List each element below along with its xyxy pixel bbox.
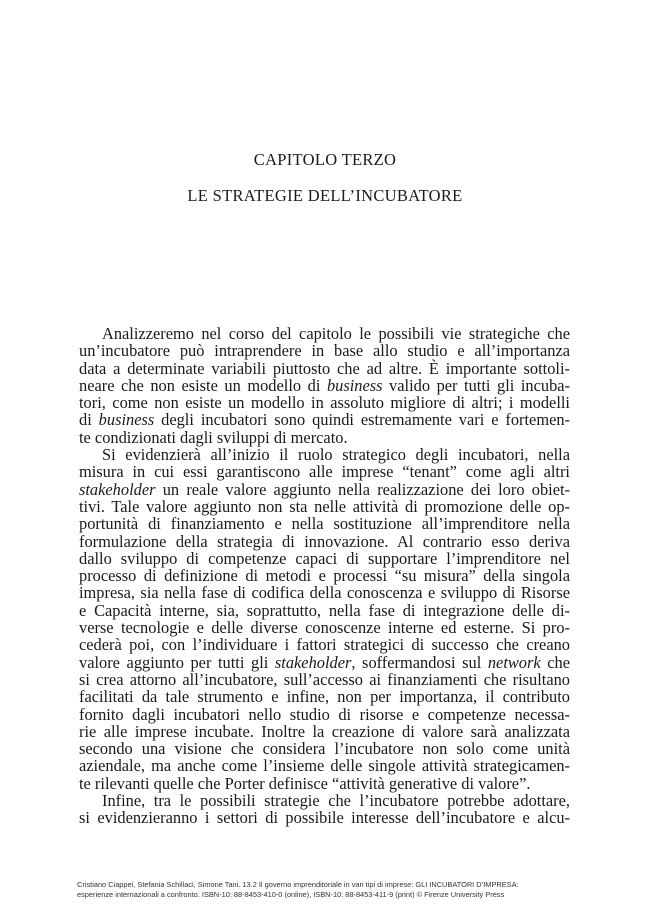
text-line: di business degli incubatori sono quindi estremamente vari e fortemen- (79, 410, 570, 430)
text-line: portunità di finanziamento e nella sostituzione all’imprenditore nella (79, 514, 570, 534)
footer-line: Cristiano Ciappei, Stefania Schillaci, Simone Tani. 13.2 Il governo imprenditoriale in vari tipi di imprese: GLI INCUBATORI D’IMPRESA: (77, 880, 519, 889)
text-line: secondo una visione che considera l’incubatore non solo come unità (79, 739, 570, 759)
text-line: valore aggiunto per tutti gli stakeholder, soffermandosi sul network che (79, 652, 570, 672)
text-line: verse tecnologie e delle diverse conoscenze interne ed esterne. Si pro- (79, 618, 570, 638)
text-line: cederà poi, con l’individuare i fattori strategici di successo che creano (79, 635, 570, 655)
text-line: stakeholder un reale valore aggiunto nella realizzazione dei loro obiet- (79, 479, 570, 499)
text-line: neare che non esiste un modello di business valido per tutti gli incuba- (79, 375, 571, 395)
text-line: data a determinate variabili piuttosto che ad altre. È importante sottoli- (79, 358, 570, 378)
chapter-label: CAPITOLO TERZO (253, 150, 397, 169)
text-line: si crea attorno all’incubatore, sull’accesso ai finanziamenti che risultano (79, 669, 570, 689)
footer-citation (77, 880, 577, 899)
chapter-title: LE STRATEGIE DELL’INCUBATORE (187, 186, 463, 205)
text-line: tivi. Tale valore aggiunto non sta nelle attività di promozione delle op- (79, 496, 570, 516)
text-line: misura in cui essi garantiscono alle imprese “tenant” come agli altri (79, 462, 570, 482)
text-line: formulazione della strategia di innovazione. Al contrario esso deriva (79, 531, 570, 551)
text-line: dallo sviluppo di competenze capaci di supportare l’imprenditore nel (79, 548, 570, 568)
text-line: processo di definizione di metodi e processi “su misura” della singola (79, 566, 570, 586)
text-line: fornito dagli incubatori nello studio di risorse e competenze necessa- (79, 704, 570, 724)
text-line: impresa, sia nella fase di codifica della conoscenza e sviluppo di Risorse (79, 583, 570, 603)
body-text (79, 325, 570, 827)
text-line: Infine, tra le possibili strategie che l’incubatore potrebbe adottare, (102, 791, 570, 811)
text-line: si evidenzieranno i settori di possibile interesse dell’incubatore e alcu- (79, 808, 570, 828)
text-line: aziendale, ma anche come l’insieme delle singole attività strategicamen- (79, 756, 570, 776)
footer-line: esperienze internazionali a confronto. ISBN-10: 88-8453-410-0 (online), ISBN-10: 88-8453-411-9 (print) © Firenze University Press (77, 889, 505, 899)
text-line: e Capacità interne, sia, soprattutto, nella fase di integrazione delle di- (79, 600, 570, 620)
text-line: facilitati da tale strumento e infine, non per importanza, il contributo (79, 687, 570, 707)
text-line: te rilevanti quelle che Porter definisce “attività generative di valore”. (79, 773, 531, 793)
text-line: tori, come non esiste un modello in assoluto migliore di altri; i modelli (79, 393, 570, 413)
text-line: Analizzeremo nel corso del capitolo le possibili vie strategiche che (102, 324, 570, 343)
text-line: te condizionati dagli sviluppi di mercato. (79, 427, 348, 447)
text-line: Si evidenzierà all’inizio il ruolo strategico degli incubatori, nella (102, 445, 570, 465)
text-line: rie alle imprese incubate. Inoltre la creazione di valore sarà analizzata (79, 721, 570, 741)
text-line: un’incubatore può intraprendere in base allo studio e all’importanza (79, 341, 570, 361)
